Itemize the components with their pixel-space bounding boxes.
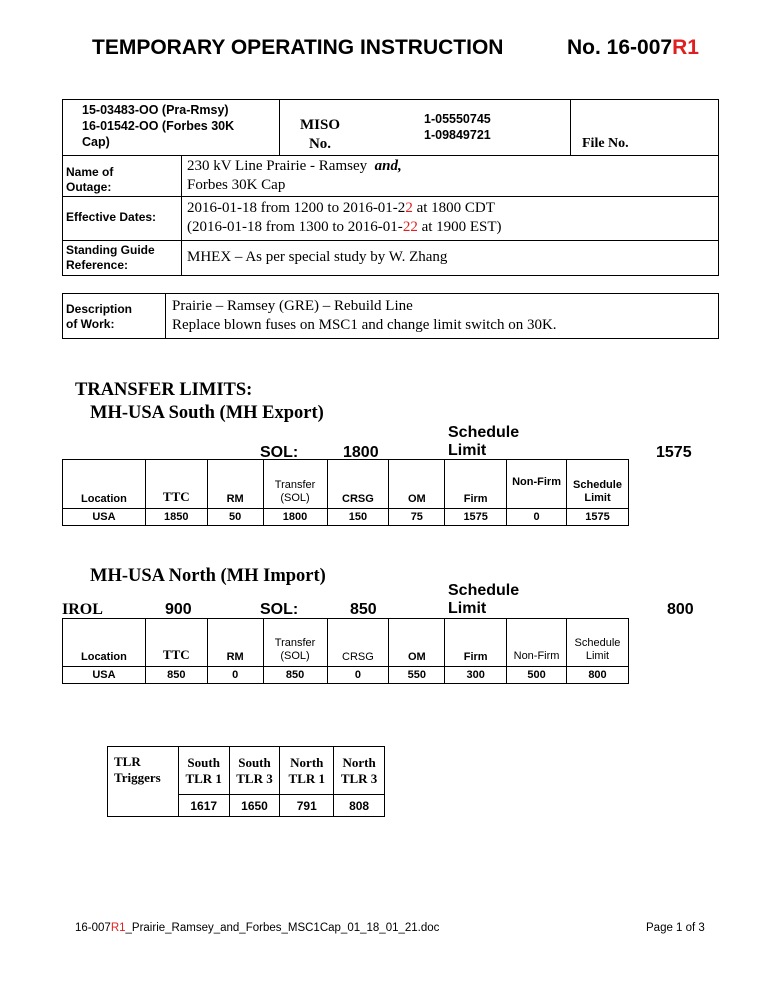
table-cell: 800 bbox=[566, 667, 628, 684]
header-line: TLR 1 bbox=[288, 770, 326, 786]
north-sol-value: 850 bbox=[350, 601, 377, 618]
north-table bbox=[62, 618, 629, 684]
column-header: Location bbox=[63, 619, 146, 667]
label-line: Limit bbox=[448, 600, 487, 617]
label-line: Triggers bbox=[114, 770, 161, 785]
table-cell: USA bbox=[63, 667, 146, 684]
south-sol-label: SOL: bbox=[260, 444, 299, 461]
description-value bbox=[172, 297, 557, 335]
document-number-base: No. 16-007 bbox=[567, 36, 673, 59]
miso-numbers bbox=[424, 111, 491, 143]
standing-guide-label bbox=[66, 243, 155, 273]
label-line: of Work: bbox=[66, 317, 115, 331]
column-header: Firm bbox=[445, 619, 507, 667]
header-line: South bbox=[238, 754, 271, 770]
table-cell: 1575 bbox=[566, 509, 628, 526]
north-heading: MH-USA North (MH Import) bbox=[90, 566, 326, 586]
effective-highlight: 22 bbox=[402, 219, 418, 235]
north-schedule-limit-value: 800 bbox=[667, 601, 694, 618]
column-header: RM bbox=[207, 460, 263, 509]
table-cell: 300 bbox=[445, 667, 507, 684]
transfer-limits-heading: TRANSFER LIMITS: bbox=[75, 380, 253, 400]
effective-text: (2016-01-18 from 1300 to 2016-01- bbox=[187, 219, 403, 235]
effective-text: at 1900 EST) bbox=[417, 219, 502, 235]
header-line: North bbox=[342, 754, 376, 770]
table-cell: 808 bbox=[334, 795, 385, 817]
table-cell: 150 bbox=[327, 509, 389, 526]
page-number: Page 1 of 3 bbox=[646, 922, 705, 934]
column-header: CRSG bbox=[327, 460, 389, 509]
description-divider bbox=[165, 293, 166, 339]
table-cell: 1650 bbox=[229, 795, 280, 817]
info-divider bbox=[62, 155, 719, 156]
table-header-row bbox=[63, 619, 629, 667]
column-header: RM bbox=[207, 619, 263, 667]
label-line: Limit bbox=[448, 442, 487, 459]
header-line: North bbox=[290, 754, 324, 770]
north-irol-label: IROL bbox=[62, 601, 103, 618]
north-irol-value: 900 bbox=[165, 601, 192, 618]
table-row bbox=[63, 667, 629, 684]
label-line: Schedule bbox=[448, 424, 520, 441]
south-sol-value: 1800 bbox=[343, 444, 379, 461]
column-header bbox=[229, 747, 280, 795]
column-header: Non-Firm bbox=[507, 619, 567, 667]
info-divider bbox=[62, 196, 719, 197]
table-cell: 0 bbox=[207, 667, 263, 684]
miso-number: 1-09849721 bbox=[424, 128, 491, 142]
miso-label-line: No. bbox=[308, 136, 332, 152]
document-revision: R1 bbox=[672, 36, 699, 59]
label-line: Schedule bbox=[448, 582, 520, 599]
file-no-label: File No. bbox=[582, 136, 629, 151]
table-cell: USA bbox=[63, 509, 146, 526]
header-line: TLR 1 bbox=[185, 770, 222, 786]
outage-id-line: 15-03483-OO (Pra-Rmsy) bbox=[82, 103, 229, 117]
outage-id-line: Cap) bbox=[82, 135, 110, 149]
footer-filename bbox=[75, 922, 439, 934]
effective-dates-label: Effective Dates: bbox=[66, 210, 157, 224]
description-line: Replace blown fuses on MSC1 and change limit switch on 30K. bbox=[172, 317, 557, 333]
outage-id-line: 16-01542-OO (Forbes 30K bbox=[82, 119, 235, 133]
column-header bbox=[280, 747, 334, 795]
label-line: Outage: bbox=[66, 180, 112, 194]
effective-line bbox=[187, 199, 502, 218]
label-line: TLR bbox=[114, 754, 141, 769]
header-line: TLR 3 bbox=[236, 770, 273, 786]
column-header: Schedule Limit bbox=[566, 460, 628, 509]
label-line: Standing Guide bbox=[66, 243, 155, 257]
table-cell: 550 bbox=[389, 667, 445, 684]
info-divider bbox=[181, 155, 182, 276]
column-header bbox=[334, 747, 385, 795]
table-cell: 1800 bbox=[263, 509, 327, 526]
info-divider bbox=[62, 240, 719, 241]
table-cell: 75 bbox=[389, 509, 445, 526]
table-header-row bbox=[108, 747, 385, 795]
column-header: TTC bbox=[145, 460, 207, 509]
table-cell: 0 bbox=[327, 667, 389, 684]
filename-text: 16-007 bbox=[75, 922, 111, 934]
table-cell: 500 bbox=[507, 667, 567, 684]
table-cell: 1850 bbox=[145, 509, 207, 526]
document-number bbox=[567, 36, 699, 60]
table-header-row bbox=[63, 460, 629, 509]
filename-text: _Prairie_Ramsey_and_Forbes_MSC1Cap_01_18_01_21.doc bbox=[125, 922, 440, 934]
outage-line-and: and, bbox=[374, 158, 402, 174]
south-heading: MH-USA South (MH Export) bbox=[90, 403, 324, 423]
table-cell: 1575 bbox=[445, 509, 507, 526]
tlr-table bbox=[107, 746, 385, 817]
tlr-label bbox=[108, 747, 179, 817]
effective-text: 2016-01-18 from 1200 to 2016-01-2 bbox=[187, 200, 406, 216]
miso-label bbox=[290, 116, 350, 154]
standing-guide-value: MHEX – As per special study by W. Zhang bbox=[187, 249, 448, 265]
filename-revision: R1 bbox=[110, 922, 126, 934]
table-row bbox=[63, 509, 629, 526]
south-table bbox=[62, 459, 629, 526]
info-divider bbox=[279, 99, 280, 155]
column-header: TTC bbox=[145, 619, 207, 667]
column-header: CRSG bbox=[327, 619, 389, 667]
effective-line bbox=[187, 218, 502, 237]
label-line: Reference: bbox=[66, 258, 129, 272]
info-divider bbox=[570, 99, 571, 155]
outage-ids bbox=[82, 102, 234, 150]
north-sol-label: SOL: bbox=[260, 601, 299, 618]
outage-line: Forbes 30K Cap bbox=[187, 177, 286, 193]
table-cell: 50 bbox=[207, 509, 263, 526]
outage-line bbox=[187, 157, 402, 176]
header-line: South bbox=[187, 754, 220, 770]
effective-text: at 1800 CDT bbox=[412, 200, 495, 216]
label-line: Name of bbox=[66, 165, 114, 179]
header-line: TLR 3 bbox=[340, 770, 378, 786]
column-header: OM bbox=[389, 460, 445, 509]
description-line: Prairie – Ramsey (GRE) – Rebuild Line bbox=[172, 298, 413, 314]
name-of-outage-value bbox=[187, 157, 402, 195]
effective-highlight: 2 bbox=[405, 200, 413, 216]
column-header: Location bbox=[63, 460, 146, 509]
outage-line-text: 230 kV Line Prairie - Ramsey bbox=[187, 158, 368, 174]
table-cell: 850 bbox=[263, 667, 327, 684]
north-schedule-limit-label bbox=[448, 582, 519, 618]
table-cell: 0 bbox=[507, 509, 567, 526]
table-cell: 791 bbox=[280, 795, 334, 817]
name-of-outage-label bbox=[66, 165, 113, 195]
table-cell: 1617 bbox=[178, 795, 229, 817]
miso-label-line: MISO bbox=[299, 117, 340, 133]
column-header bbox=[178, 747, 229, 795]
effective-dates-value bbox=[187, 199, 502, 237]
column-header: Transfer (SOL) bbox=[263, 460, 327, 509]
south-schedule-limit-value: 1575 bbox=[656, 444, 692, 461]
column-header: Transfer (SOL) bbox=[263, 619, 327, 667]
document-title: TEMPORARY OPERATING INSTRUCTION bbox=[92, 36, 504, 59]
south-schedule-limit-label bbox=[448, 424, 519, 460]
description-label bbox=[66, 302, 132, 332]
column-header: Firm bbox=[445, 460, 507, 509]
label-line: Description bbox=[66, 302, 133, 316]
column-header: Schedule Limit bbox=[566, 619, 628, 667]
column-header: Non-Firm bbox=[507, 460, 567, 509]
column-header: OM bbox=[389, 619, 445, 667]
miso-number: 1-05550745 bbox=[424, 112, 491, 126]
table-cell: 850 bbox=[145, 667, 207, 684]
